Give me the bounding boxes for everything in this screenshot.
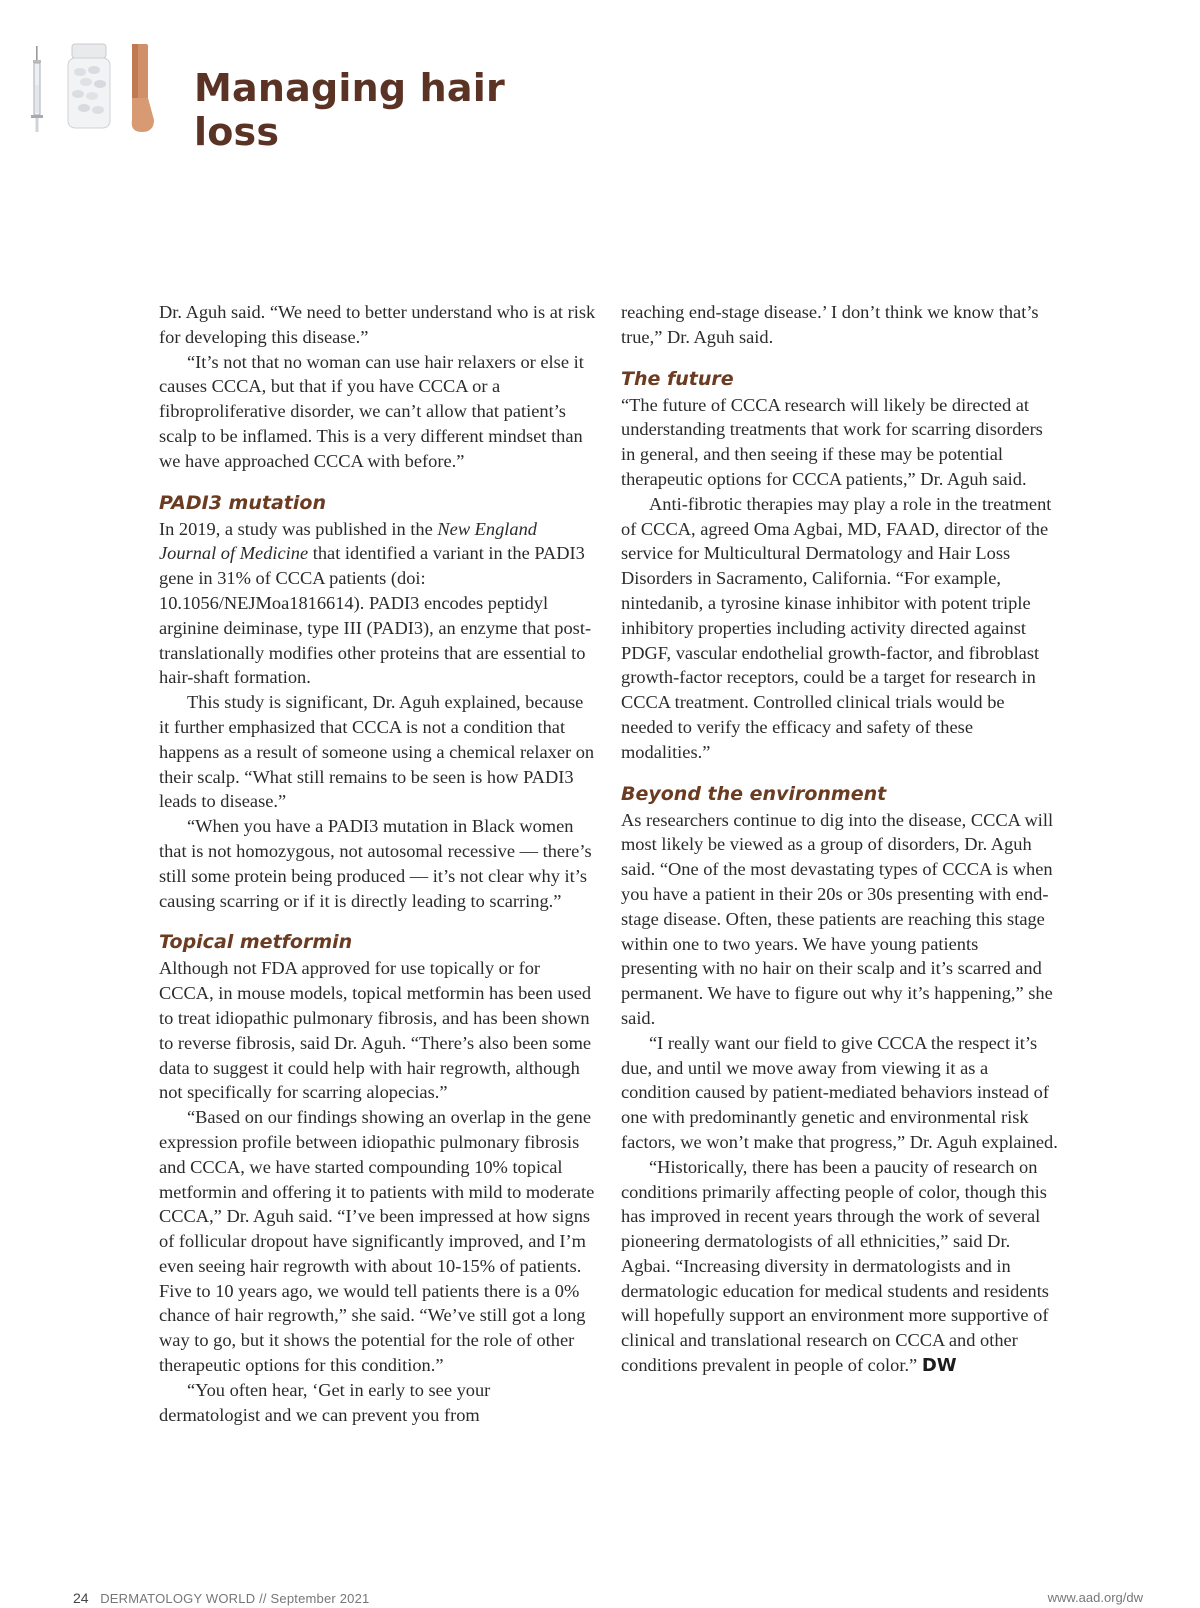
text-run: In 2019, a study was published in the [159, 518, 438, 539]
comb-icon [132, 44, 154, 132]
pill-bottle-icon [68, 44, 110, 128]
end-mark: DW [921, 1355, 957, 1377]
paragraph [159, 517, 596, 691]
section-heading-padi3: PADI3 mutation [159, 491, 326, 514]
text-run: “Historically, there has been a paucity of research on conditions primarily affecting people of color, though this has improved in recent years through the work of several pioneering dermatologists of all ethnicities,” said Dr. Agbai. “Increasing diversity in dermatologists and in dermatologic education for medical students and residents will hopefully support an environment more supportive of clinical and translational research on CCCA and other conditions prevalent in people of color.” [621, 1156, 1049, 1376]
paragraph: “I really want our field to give CCCA the respect it’s due, and until we move away from viewing it as a condition caused by patient-mediated behaviors instead of one with predominantly genetic and environmental risk factors, we won’t make that progress,” Dr. Aguh explained. [621, 1032, 1058, 1152]
page-title: Managing hair loss [194, 66, 505, 154]
paragraph: Although not FDA approved for use topically or for CCCA, in mouse models, topical metformin has been used to treat idiopathic pulmonary fibrosis, and has been shown to reverse fibrosis, said Dr. Aguh. “There’s also been some data to suggest it could help with hair regrowth, although not specifically for scarring alopecias.” [159, 958, 592, 1103]
page-footer [73, 1590, 1143, 1608]
paragraph: Anti-fibrotic therapies may play a role in the treatment of CCCA, agreed Oma Agbai, MD, FAAD, director of the service for Multicultural Dermatology and Hair Loss Disorders in Sacramento, California. “For example, nintedanib, a tyrosine kinase inhibitor with potent triple inhibitory properties including activity directed against PDGF, vascular endothelial growth-factor, and fibroblast growth-factor receptors, could be a target for research in CCCA treatment. Controlled clinical trials would be needed to verify the efficacy and safety of these modalities.” [621, 493, 1052, 762]
paragraph [621, 1155, 1058, 1379]
publication-info: DERMATOLOGY WORLD // September 2021 [100, 1591, 370, 1606]
footer-link[interactable]: www.aad.org/dw [1047, 1590, 1143, 1605]
paragraph: “Based on our findings showing an overlap in the gene expression profile between idiopathic pulmonary fibrosis and CCCA, we have started compounding 10% topical metformin and offering it to patients with mild to moderate CCCA,” Dr. Aguh said. “I’ve been impressed at how signs of follicular dropout have significantly improved, and I’m even seeing hair regrowth with about 10-15% of patients. Five to 10 years ago, we would tell patients there is a 0% chance of hair regrowth,” she said. “We’ve still got a long way to go, but it shows the potential for the role of other therapeutic options for this condition.” [159, 1107, 595, 1376]
section-heading-future: The future [621, 367, 734, 390]
journal-title: New England Journal of Medicine [159, 518, 538, 564]
page-header [28, 40, 588, 154]
paragraph: “The future of CCCA research will likely be directed at understanding treatments that work for scarring disorders in general, and then seeing if these may be potential therapeutic options for CCCA patients,” Dr. Aguh said. [621, 394, 1043, 489]
page-number: 24 [73, 1590, 89, 1606]
right-column [621, 300, 1058, 1379]
paragraph: As researchers continue to dig into the disease, CCCA will most likely be viewed as a group of disorders, Dr. Aguh said. “One of the most devastating types of CCCA is when you have a patient in their 20s or 30s presenting with end-stage disease. Often, these patients are reaching this stage within one to two years. We have young patients presenting with no hair on their scalp and it’s scarred and permanent. We have to figure out why it’s happening,” she said. [621, 809, 1054, 1028]
section-heading-metformin: Topical metformin [159, 931, 353, 954]
paragraph: Dr. Aguh said. “We need to better understand who is at risk for developing this disease.” [159, 302, 596, 347]
text-run: that identified a variant in the PADI3 gene in 31% of CCCA patients (doi: 10.1056/NEJMoa1816614). PADI3 encodes peptidyl arginine deiminase, type III (PADI3), an enzyme that post-translationally modifies other proteins that are essential to hair-shaft formation. [159, 543, 592, 688]
paragraph: “When you have a PADI3 mutation in Black women that is not homozygous, not autosomal recessive — there’s still some protein being produced — it’s not clear why it’s causing scarring or if it is directly leading to scarring.” [159, 816, 592, 911]
paragraph: “It’s not that no woman can use hair relaxers or else it causes CCCA, but that if you have CCCA or a fibroproliferative disorder, we can’t allow that patient’s scalp to be inflamed. This is a very different mindset than we have approached CCCA with before.” [159, 351, 584, 471]
paragraph: “You often hear, ‘Get in early to see your dermatologist and we can prevent you from [159, 1379, 491, 1425]
paragraph: This study is significant, Dr. Aguh explained, because it further emphasized that CCCA is not a condition that happens as a result of someone using a chemical relaxer on their scalp. “What still remains to be seen is how PADI3 leads to disease.” [159, 692, 595, 812]
left-column [159, 300, 596, 1427]
header-illustration [28, 40, 188, 140]
syringe-icon [31, 46, 43, 132]
section-heading-beyond: Beyond the environment [621, 782, 887, 805]
paragraph: reaching end-stage disease.’ I don’t think we know that’s true,” Dr. Aguh said. [621, 302, 1039, 347]
